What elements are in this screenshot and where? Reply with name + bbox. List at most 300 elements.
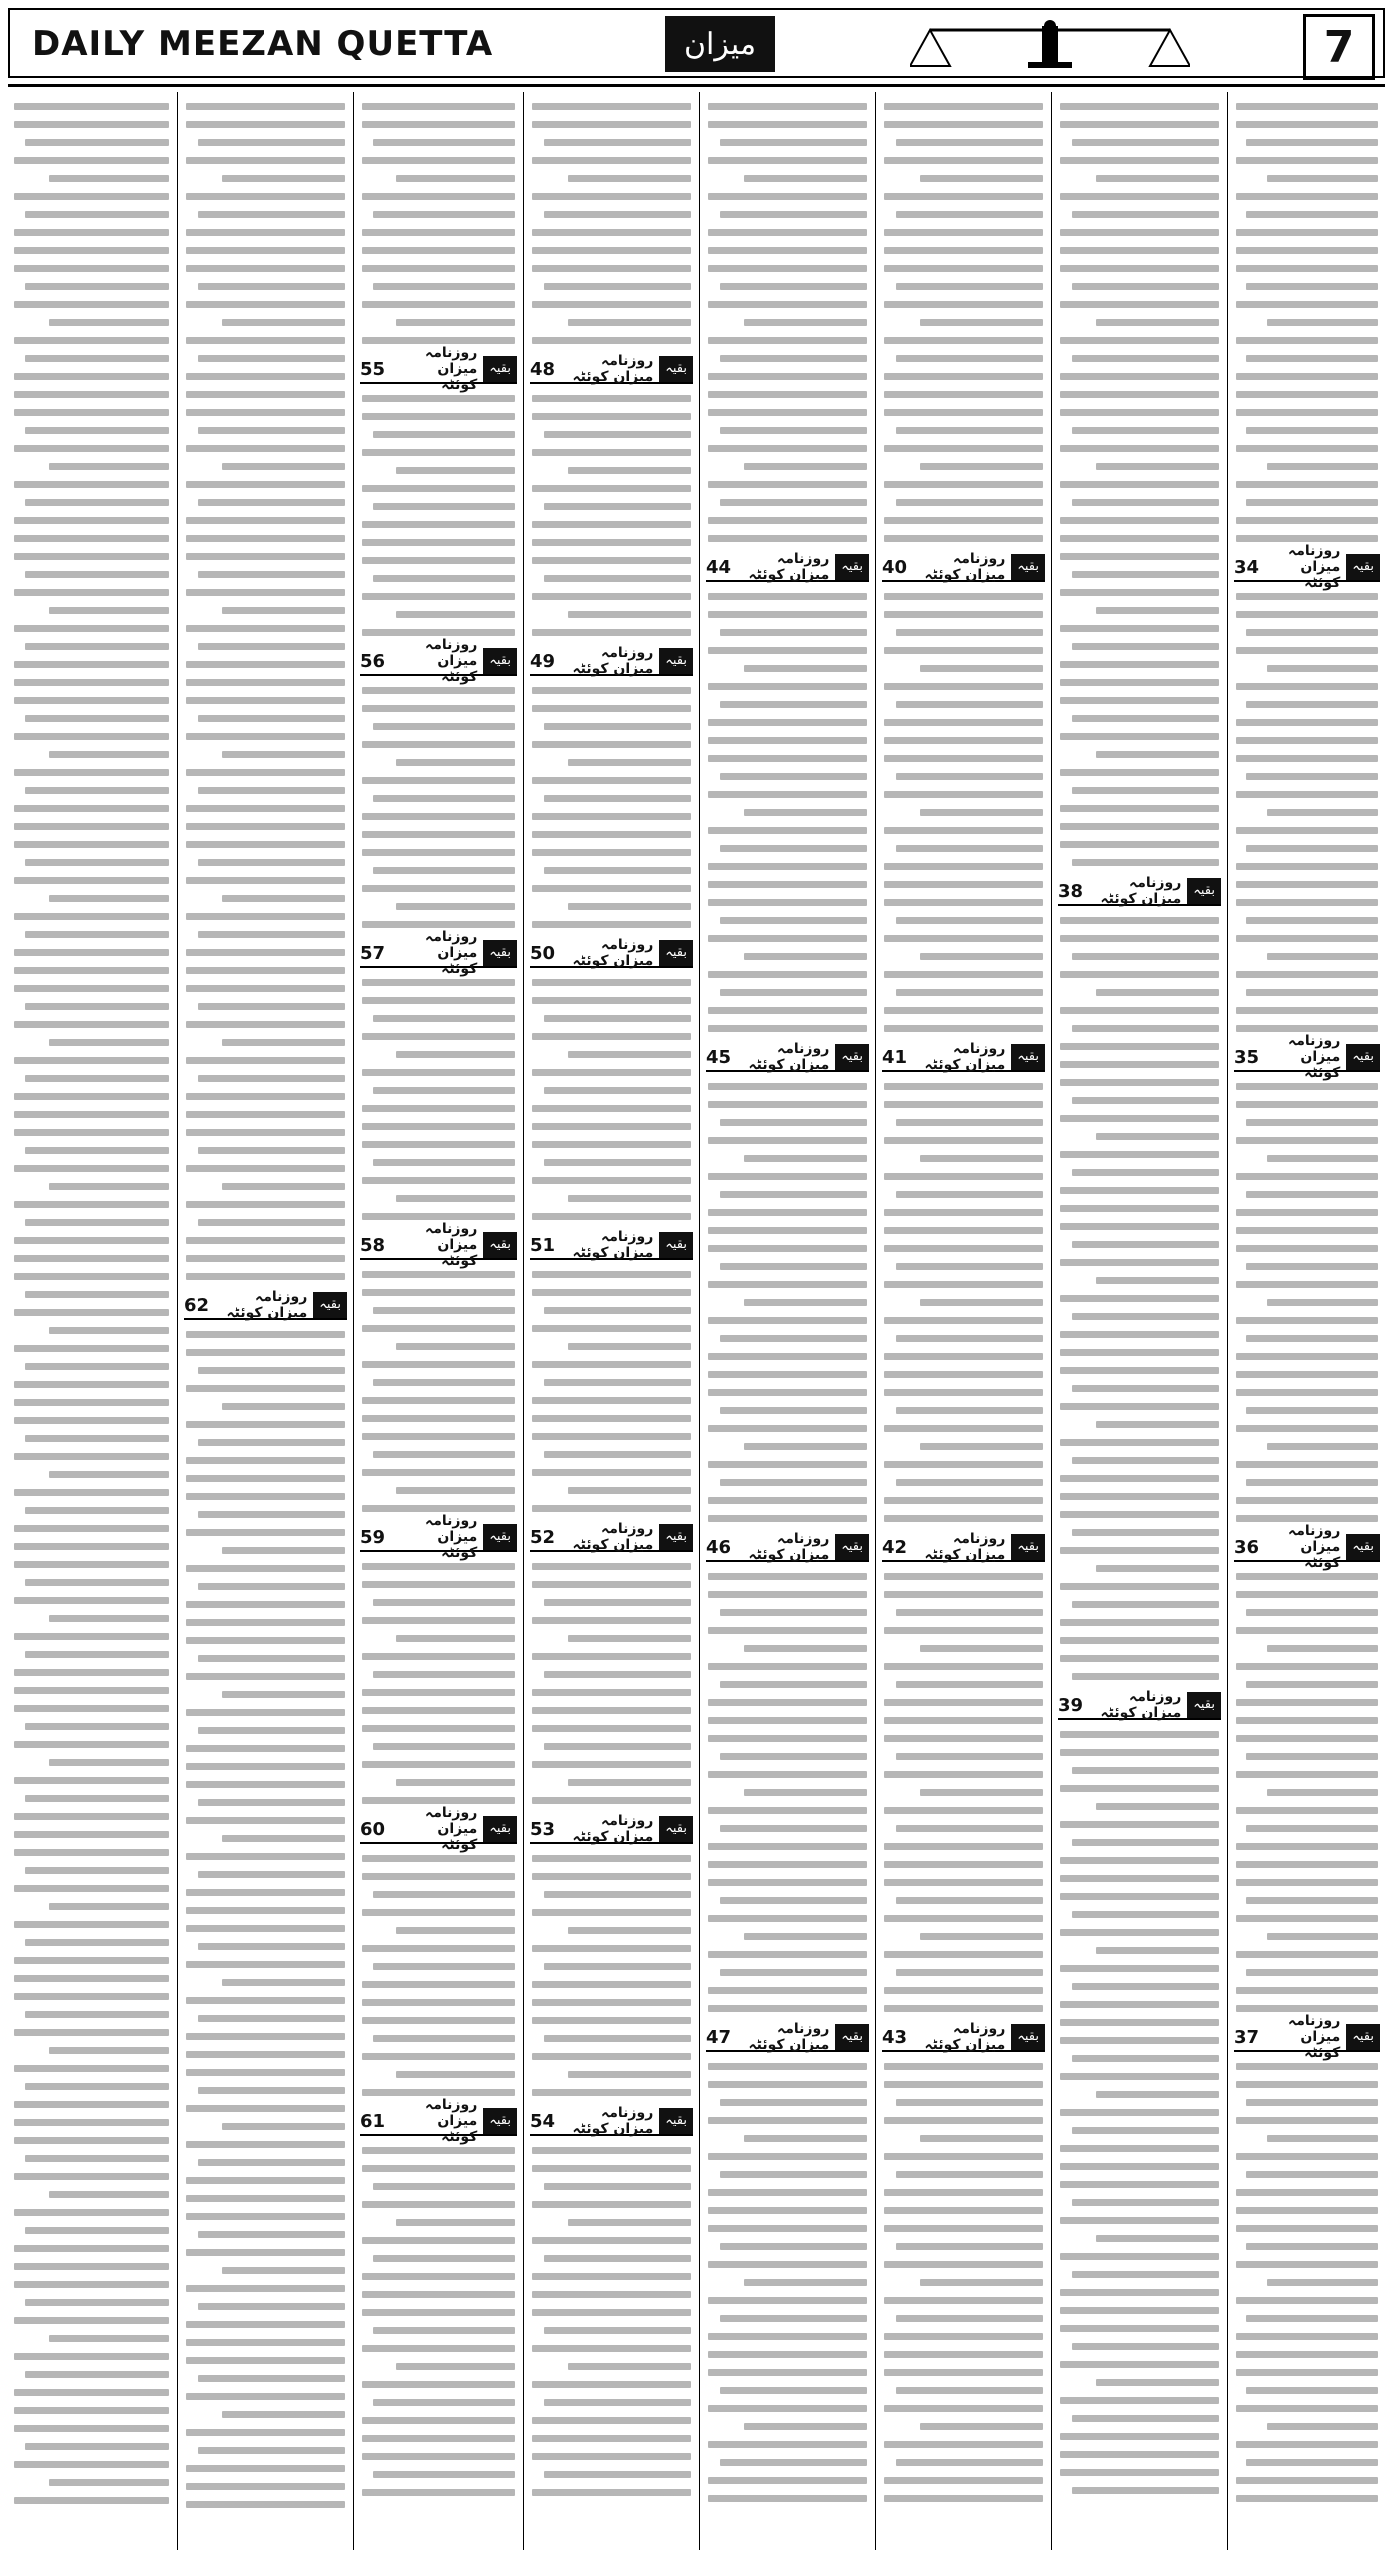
article-text-line [532, 1707, 691, 1714]
article-text-line [1236, 445, 1378, 452]
continuation-label: بقیہ [1346, 1534, 1380, 1560]
article-text-line [186, 949, 345, 956]
article-text-line [920, 1789, 1043, 1796]
article-text-line [198, 1003, 345, 1010]
article-text-line [186, 1129, 345, 1136]
continuation-number: 50 [530, 942, 556, 964]
article-text-line [186, 157, 345, 164]
article-text-line [708, 935, 867, 942]
article-text-line [198, 211, 345, 218]
article-text-line [25, 1651, 169, 1658]
article-text-line [744, 1933, 867, 1940]
article-text-line [186, 913, 345, 920]
article-text-line [532, 629, 691, 636]
article-text-line [708, 517, 867, 524]
article-text-line [362, 705, 515, 712]
article-text-line [884, 1515, 1043, 1522]
article-text-line [532, 395, 691, 402]
article-text-line [1236, 1371, 1378, 1378]
article-text-line [186, 625, 345, 632]
article-text-line [1236, 1227, 1378, 1234]
continuation-label: بقیہ [659, 1524, 693, 1550]
article-text-line [544, 2327, 691, 2334]
article-text-line [1072, 1839, 1219, 1846]
article-text-line [532, 2291, 691, 2298]
article-text-line [362, 1653, 515, 1660]
article-text-line [532, 1033, 691, 1040]
article-text-line [1060, 1875, 1219, 1882]
article-text-line [1060, 373, 1219, 380]
article-text-line [1246, 1407, 1378, 1414]
article-text-line [14, 2353, 169, 2360]
article-text-line [186, 2051, 345, 2058]
article-text-line [532, 1213, 691, 1220]
article-text-line [884, 2189, 1043, 2196]
article-text-line [1060, 1115, 1219, 1122]
column-3 [878, 92, 1049, 2550]
article-text-line [1060, 481, 1219, 488]
continuation-label: بقیہ [1011, 1044, 1045, 1070]
continuation-title: روزنامہ میزان کوئٹہ [425, 1513, 478, 1561]
article-text-line [896, 2459, 1043, 2466]
article-text-line [14, 2209, 169, 2216]
article-text-line [1236, 2261, 1378, 2268]
article-text-line [884, 1137, 1043, 1144]
article-text-line [14, 1525, 169, 1532]
article-text-line [1060, 625, 1219, 632]
article-text-line [186, 1273, 345, 1280]
continuation-title: روزنامہ میزان کوئٹہ [572, 2105, 654, 2137]
article-text-line [186, 2033, 345, 2040]
article-text-line [532, 2147, 691, 2154]
article-text-line [884, 121, 1043, 128]
article-text-line [884, 103, 1043, 110]
article-text-line [1267, 2279, 1378, 2286]
article-text-line [186, 1057, 345, 1064]
article-text-line [373, 503, 515, 510]
continuation-title: روزنامہ میزان کوئٹہ [425, 2097, 478, 2145]
article-text-line [720, 845, 867, 852]
article-text-line [1072, 499, 1219, 506]
article-text-line [884, 1209, 1043, 1216]
article-text-line [1246, 1825, 1378, 1832]
continuation-header [360, 929, 517, 977]
article-text-line [25, 1579, 169, 1586]
continuation-number: 42 [882, 1536, 908, 1558]
article-text-line [896, 2099, 1043, 2106]
article-text-line [1236, 1987, 1378, 1994]
article-text-line [920, 1645, 1043, 1652]
article-text-line [198, 1943, 345, 1950]
article-text-line [396, 319, 515, 326]
article-text-line [186, 1673, 345, 1680]
article-text-line [198, 283, 345, 290]
article-text-line [1072, 283, 1219, 290]
continuation-number: 48 [530, 358, 556, 380]
article-text-line [532, 247, 691, 254]
article-text-line [25, 1075, 169, 1082]
article-text-line [1072, 2415, 1219, 2422]
article-text-line [544, 139, 691, 146]
article-text-line [362, 2345, 515, 2352]
article-text-line [14, 1453, 169, 1460]
article-text-line [362, 2453, 515, 2460]
continuation-header [360, 345, 517, 393]
article-text-line [362, 1213, 515, 1220]
article-text-line [1246, 1897, 1378, 1904]
article-text-line [708, 1573, 867, 1580]
article-text-line [708, 391, 867, 398]
continuation-title: روزنامہ میزان کوئٹہ [924, 1531, 1006, 1563]
article-text-line [1246, 355, 1378, 362]
article-text-line [708, 1227, 867, 1234]
article-text-line [1060, 193, 1219, 200]
article-text-line [744, 809, 867, 816]
article-text-line [14, 823, 169, 830]
article-text-line [532, 777, 691, 784]
continuation-label: بقیہ [659, 1816, 693, 1842]
article-text-line [532, 2201, 691, 2208]
article-text-line [373, 1015, 515, 1022]
article-text-line [186, 1255, 345, 1262]
article-text-line [1072, 715, 1219, 722]
article-text-line [568, 611, 691, 618]
article-text-line [14, 1975, 169, 1982]
article-text-line [532, 741, 691, 748]
article-text-line [49, 1903, 169, 1910]
article-text-line [362, 1505, 515, 1512]
article-text-line [186, 337, 345, 344]
article-text-line [896, 139, 1043, 146]
article-text-line [884, 1771, 1043, 1778]
article-text-line [708, 247, 867, 254]
article-text-line [186, 517, 345, 524]
article-text-line [708, 791, 867, 798]
article-text-line [198, 571, 345, 578]
article-text-line [186, 1165, 345, 1172]
continuation-title: روزنامہ میزان کوئٹہ [924, 2021, 1006, 2053]
continuation-number: 39 [1058, 1694, 1084, 1716]
article-text-line [532, 1177, 691, 1184]
continuation-number: 38 [1058, 880, 1084, 902]
article-text-line [14, 1237, 169, 1244]
article-text-line [49, 2335, 169, 2342]
article-text-line [532, 1271, 691, 1278]
continuation-title: روزنامہ میزان کوئٹہ [748, 1531, 830, 1563]
article-text-line [198, 1147, 345, 1154]
article-text-line [14, 1057, 169, 1064]
article-text-line [362, 2017, 515, 2024]
continuation-title: روزنامہ میزان کوئٹہ [425, 929, 478, 977]
article-text-line [884, 593, 1043, 600]
article-text-line [568, 1195, 691, 1202]
article-text-line [198, 1655, 345, 1662]
article-text-line [186, 1889, 345, 1896]
article-text-line [362, 687, 515, 694]
article-text-line [14, 1849, 169, 1856]
article-text-line [222, 895, 345, 902]
article-text-line [884, 2117, 1043, 2124]
article-text-line [896, 1335, 1043, 1342]
article-text-line [198, 2375, 345, 2382]
article-text-line [1236, 755, 1378, 762]
article-text-line [362, 1469, 515, 1476]
continuation-label: بقیہ [659, 940, 693, 966]
article-text-line [14, 553, 169, 560]
article-text-line [708, 1425, 867, 1432]
article-text-line [14, 1129, 169, 1136]
article-text-line [373, 2399, 515, 2406]
article-text-line [720, 139, 867, 146]
article-text-line [896, 1825, 1043, 1832]
continuation-number: 59 [360, 1526, 386, 1548]
article-text-line [884, 1663, 1043, 1670]
article-text-line [1236, 265, 1378, 272]
article-text-line [1060, 697, 1219, 704]
column-8 [8, 92, 175, 2550]
continuation-title: روزنامہ میزان کوئٹہ [572, 1229, 654, 1261]
continuation-number: 41 [882, 1046, 908, 1068]
article-text-line [1060, 1403, 1219, 1410]
article-text-line [532, 1123, 691, 1130]
article-text-line [708, 1083, 867, 1090]
article-text-line [396, 1927, 515, 1934]
article-text-line [186, 301, 345, 308]
article-text-line [1236, 737, 1378, 744]
article-text-line [532, 193, 691, 200]
article-text-line [744, 463, 867, 470]
article-text-line [720, 701, 867, 708]
continuation-number: 60 [360, 1818, 386, 1840]
article-text-line [222, 1183, 345, 1190]
article-text-line [1236, 611, 1378, 618]
article-text-line [720, 1969, 867, 1976]
article-text-line [222, 751, 345, 758]
article-text-line [1246, 211, 1378, 218]
article-text-line [373, 1599, 515, 1606]
article-text-line [362, 593, 515, 600]
article-text-line [14, 2317, 169, 2324]
article-text-line [1236, 1497, 1378, 1504]
continuation-header [530, 1521, 693, 1553]
article-text-line [544, 2255, 691, 2262]
article-text-line [1236, 1861, 1378, 1868]
continuation-number: 35 [1234, 1046, 1260, 1068]
article-text-line [222, 607, 345, 614]
article-text-line [14, 1993, 169, 2000]
continuation-number: 61 [360, 2110, 386, 2132]
article-text-line [362, 2089, 515, 2096]
article-text-line [720, 211, 867, 218]
article-text-line [186, 1385, 345, 1392]
article-text-line [1267, 1645, 1378, 1652]
article-text-line [1060, 2253, 1219, 2260]
continuation-number: 34 [1234, 556, 1260, 578]
article-text-line [25, 1795, 169, 1802]
article-text-line [720, 2315, 867, 2322]
article-text-line [744, 953, 867, 960]
article-text-line [362, 2147, 515, 2154]
article-text-line [884, 719, 1043, 726]
article-text-line [362, 1069, 515, 1076]
continuation-header [1234, 543, 1380, 591]
article-text-line [532, 1469, 691, 1476]
article-text-line [362, 121, 515, 128]
article-text-line [708, 193, 867, 200]
article-text-line [1236, 2405, 1378, 2412]
article-text-line [186, 2141, 345, 2148]
article-text-line [1236, 719, 1378, 726]
article-text-line [14, 1543, 169, 1550]
article-text-line [532, 1433, 691, 1440]
continuation-label: بقیہ [659, 2108, 693, 2134]
article-text-line [568, 1487, 691, 1494]
article-text-line [708, 1137, 867, 1144]
article-text-line [198, 1583, 345, 1590]
article-text-line [362, 997, 515, 1004]
article-text-line [1236, 1317, 1378, 1324]
column-divider [1051, 92, 1052, 2550]
article-text-line [1060, 1749, 1219, 1756]
article-text-line [568, 2071, 691, 2078]
article-text-line [1060, 103, 1219, 110]
article-text-line [362, 1689, 515, 1696]
article-text-line [708, 2189, 867, 2196]
article-text-line [362, 103, 515, 110]
article-text-line [532, 1945, 691, 1952]
article-text-line [1246, 917, 1378, 924]
article-text-line [49, 175, 169, 182]
article-text-line [544, 503, 691, 510]
article-text-line [373, 1671, 515, 1678]
article-text-line [362, 395, 515, 402]
continuation-number: 58 [360, 1234, 386, 1256]
article-text-line [14, 769, 169, 776]
article-text-line [920, 665, 1043, 672]
article-text-line [25, 427, 169, 434]
article-text-line [14, 589, 169, 596]
article-text-line [198, 139, 345, 146]
continuation-number: 53 [530, 1818, 556, 1840]
article-text-line [14, 193, 169, 200]
article-text-line [1236, 2005, 1378, 2012]
article-text-line [532, 1653, 691, 1660]
article-text-line [1236, 409, 1378, 416]
article-text-line [708, 2369, 867, 2376]
article-text-line [186, 1565, 345, 1572]
article-text-line [198, 355, 345, 362]
article-text-line [884, 1497, 1043, 1504]
article-text-line [532, 1105, 691, 1112]
article-text-line [544, 2471, 691, 2478]
article-text-line [708, 827, 867, 834]
continuation-title: روزنامہ میزان کوئٹہ [1288, 543, 1341, 591]
article-text-line [708, 2351, 867, 2358]
article-text-line [884, 1007, 1043, 1014]
article-text-line [884, 2297, 1043, 2304]
article-text-line [1060, 971, 1219, 978]
continuation-label: بقیہ [483, 1524, 517, 1550]
article-text-line [708, 1497, 867, 1504]
article-text-line [373, 1451, 515, 1458]
article-text-line [14, 517, 169, 524]
article-text-line [49, 1759, 169, 1766]
continuation-title: روزنامہ میزان کوئٹہ [748, 2021, 830, 2053]
article-text-line [544, 1159, 691, 1166]
article-text-line [396, 1635, 515, 1642]
article-text-line [1096, 175, 1219, 182]
article-text-line [708, 1371, 867, 1378]
article-text-line [544, 867, 691, 874]
article-text-line [198, 859, 345, 866]
article-text-line [25, 1147, 169, 1154]
article-text-line [1246, 1479, 1378, 1486]
article-text-line [186, 1637, 345, 1644]
article-text-line [532, 831, 691, 838]
continuation-header [530, 645, 693, 677]
article-text-line [1060, 2325, 1219, 2332]
article-text-line [1060, 535, 1219, 542]
continuation-header [1058, 1689, 1221, 1721]
article-text-line [25, 931, 169, 938]
article-text-line [198, 1799, 345, 1806]
article-text-line [186, 733, 345, 740]
article-text-line [884, 1425, 1043, 1432]
article-text-line [896, 2171, 1043, 2178]
article-text-line [14, 2029, 169, 2036]
article-text-line [222, 2411, 345, 2418]
article-text-line [532, 2273, 691, 2280]
article-text-line [14, 1417, 169, 1424]
article-text-line [362, 2435, 515, 2442]
article-text-line [532, 2017, 691, 2024]
article-text-line [362, 413, 515, 420]
article-text-line [186, 391, 345, 398]
article-text-line [186, 1961, 345, 1968]
article-text-line [708, 301, 867, 308]
article-text-line [1072, 1529, 1219, 1536]
article-text-line [744, 1155, 867, 1162]
article-text-line [1246, 1753, 1378, 1760]
article-text-line [14, 1633, 169, 1640]
article-text-line [884, 373, 1043, 380]
article-text-line [198, 2087, 345, 2094]
article-text-line [708, 881, 867, 888]
article-text-line [720, 1753, 867, 1760]
article-text-line [1060, 1637, 1219, 1644]
article-text-line [25, 715, 169, 722]
article-text-line [25, 355, 169, 362]
article-text-line [1060, 1511, 1219, 1518]
article-text-line [1072, 859, 1219, 866]
column-divider [875, 92, 876, 2550]
article-text-line [544, 1671, 691, 1678]
article-text-line [1236, 1025, 1378, 1032]
article-text-line [362, 1873, 515, 1880]
article-text-line [373, 2035, 515, 2042]
article-text-line [920, 175, 1043, 182]
article-text-line [884, 1281, 1043, 1288]
article-text-line [1236, 1879, 1378, 1886]
article-text-line [1236, 2207, 1378, 2214]
continuation-title: روزنامہ میزان کوئٹہ [572, 937, 654, 969]
article-text-line [884, 2005, 1043, 2012]
article-text-line [708, 899, 867, 906]
article-text-line [884, 265, 1043, 272]
article-text-line [362, 1325, 515, 1332]
article-text-line [532, 1289, 691, 1296]
article-text-line [222, 1039, 345, 1046]
